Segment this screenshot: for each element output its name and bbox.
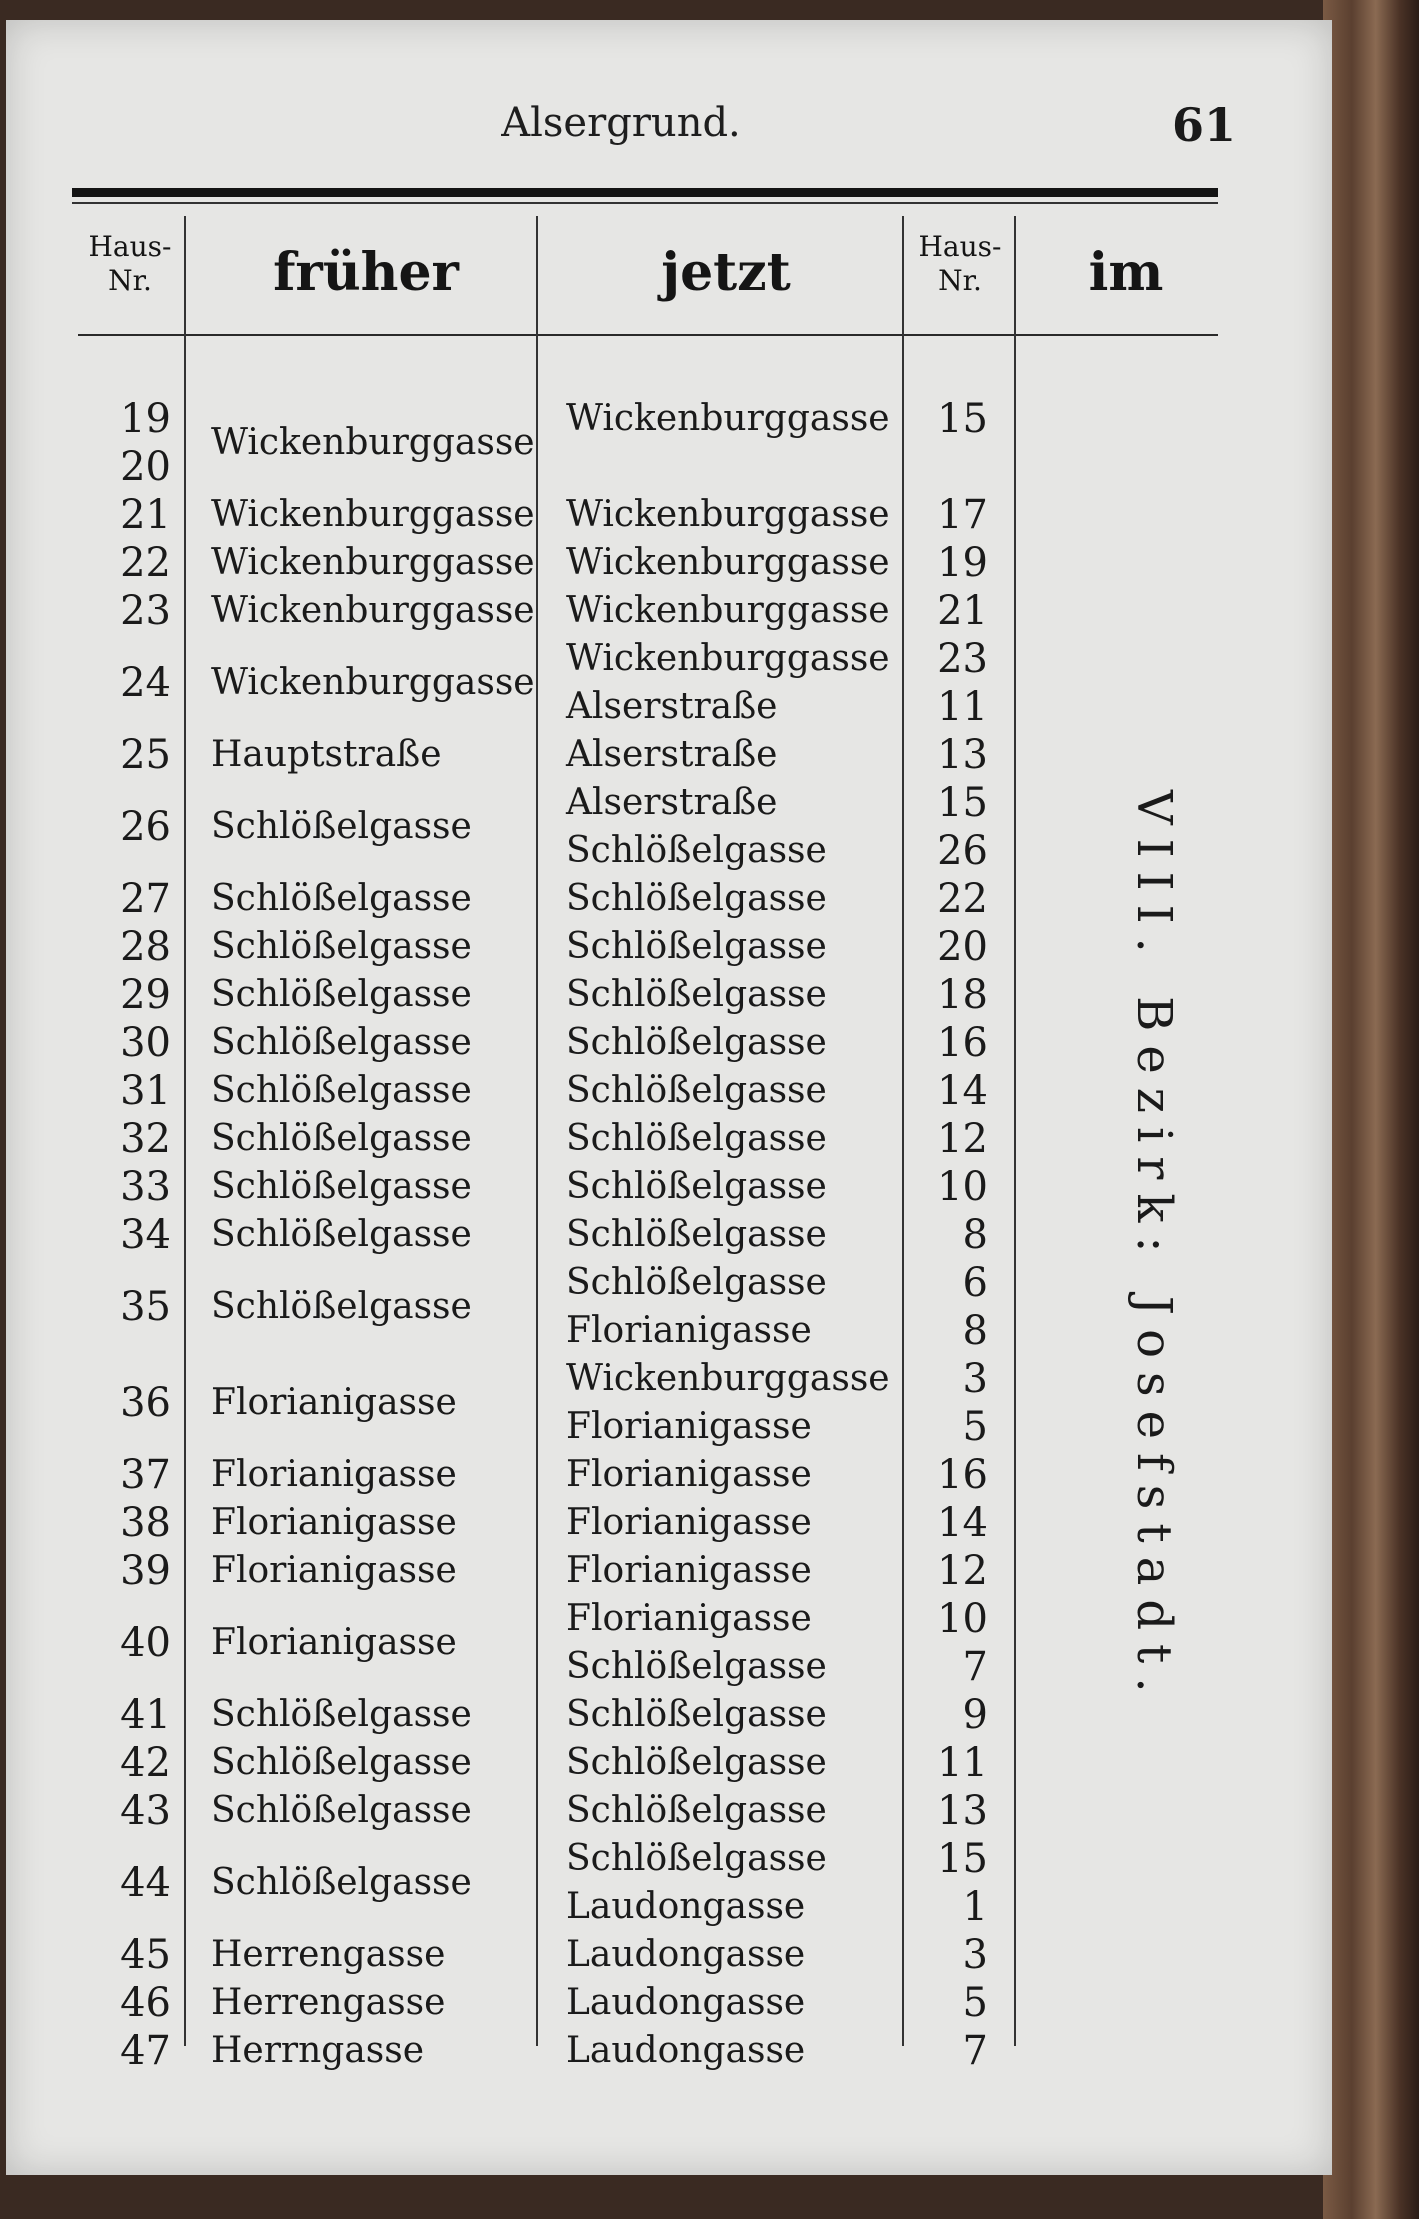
table-row: [6, 1115, 1236, 1163]
old-house-number: 27: [120, 876, 171, 922]
old-house-number: 33: [120, 1164, 171, 1210]
table-row: [6, 923, 1236, 971]
old-house-number: 36: [120, 1380, 171, 1426]
new-house-number: 16: [937, 1452, 988, 1498]
old-house-number: 35: [120, 1284, 171, 1330]
new-street: Schlößelgasse: [566, 926, 827, 967]
new-street: Schlößelgasse: [566, 974, 827, 1015]
table-row: [6, 1979, 1236, 2027]
new-house-number: 22: [937, 876, 988, 922]
old-street: Schlößelgasse: [211, 878, 472, 919]
old-house-number: 25: [120, 732, 171, 778]
old-house-number: 28: [120, 924, 171, 970]
table-row: [6, 779, 1236, 875]
old-street: Herrengasse: [211, 1934, 446, 1975]
col-header-im: im: [1088, 242, 1164, 303]
old-house-number: 23: [120, 588, 171, 634]
col-header-haus-nr-old: Haus- Nr.: [88, 230, 172, 297]
old-house-number: 37: [120, 1452, 171, 1498]
table-row: [6, 587, 1236, 635]
old-street: Florianigasse: [211, 1502, 457, 1543]
table-row: [6, 539, 1236, 587]
old-street: Schlößelgasse: [211, 1118, 472, 1159]
new-street: Schlößelgasse: [566, 1022, 827, 1063]
col-header-frueher: früher: [273, 242, 459, 303]
new-house-number: 13: [937, 732, 988, 778]
new-house-number: 15 1: [937, 1836, 988, 1930]
new-street: Schlößelgasse Laudongasse: [566, 1838, 827, 1927]
new-house-number: 10 7: [937, 1596, 988, 1690]
old-house-number: 39: [120, 1548, 171, 1594]
new-street: Wickenburggasse Alserstraße: [566, 638, 890, 727]
table-row: [6, 1547, 1236, 1595]
new-house-number: 23 11: [937, 636, 988, 730]
header-rule-thin: [72, 202, 1218, 204]
table-row: [6, 731, 1236, 779]
table-row: [6, 1931, 1236, 1979]
old-street: Florianigasse: [211, 1454, 457, 1495]
old-house-number: 24: [120, 660, 171, 706]
new-house-number: 21: [937, 588, 988, 634]
new-house-number: 13: [937, 1788, 988, 1834]
old-street: Wickenburggasse: [211, 542, 535, 583]
header-bottom-rule: [78, 334, 1218, 336]
table-row: [6, 1163, 1236, 1211]
old-street: Florianigasse: [211, 1550, 457, 1591]
old-house-number: 38: [120, 1500, 171, 1546]
old-street: Florianigasse: [211, 1622, 457, 1663]
old-street: Schlößelgasse: [211, 1286, 472, 1327]
old-house-number: 47: [120, 2028, 171, 2074]
old-house-number: 44: [120, 1860, 171, 1906]
new-street: Schlößelgasse: [566, 1070, 827, 1111]
new-street: Florianigasse Schlößelgasse: [566, 1598, 827, 1687]
new-house-number: 20: [937, 924, 988, 970]
table-row: [6, 875, 1236, 923]
table-row: [6, 635, 1236, 731]
old-house-number: 22: [120, 540, 171, 586]
table-row: [6, 1691, 1236, 1739]
old-street: Schlößelgasse: [211, 1862, 472, 1903]
new-street: Florianigasse: [566, 1502, 812, 1543]
old-house-number: 40: [120, 1620, 171, 1666]
old-street: Hauptstraße: [211, 734, 442, 775]
new-street: Wickenburggasse: [566, 494, 890, 535]
old-house-number: 21: [120, 492, 171, 538]
old-street: Wickenburggasse: [211, 422, 535, 463]
new-house-number: 15: [937, 396, 988, 442]
new-house-number: 11: [937, 1740, 988, 1786]
new-house-number: 3: [962, 1932, 988, 1978]
table-row: [6, 971, 1236, 1019]
new-street: Schlößelgasse: [566, 1790, 827, 1831]
old-street: Wickenburggasse: [211, 662, 535, 703]
new-street: Florianigasse: [566, 1454, 812, 1495]
new-house-number: 5: [962, 1980, 988, 2026]
old-street: Schlößelgasse: [211, 1166, 472, 1207]
new-house-number: 16: [937, 1020, 988, 1066]
new-house-number: 9: [962, 1692, 988, 1738]
table-row: [6, 1067, 1236, 1115]
table-row: [6, 1211, 1236, 1259]
new-street: Laudongasse: [566, 1982, 806, 2023]
col-header-haus-nr-new: Haus- Nr.: [918, 230, 1002, 297]
table-row: [6, 1835, 1236, 1931]
new-street: Wickenburggasse Florianigasse: [566, 1358, 890, 1447]
old-street: Florianigasse: [211, 1382, 457, 1423]
new-street: Laudongasse: [566, 2030, 806, 2071]
old-house-number: 42: [120, 1740, 171, 1786]
table-row: [6, 395, 1236, 491]
new-street: Schlößelgasse: [566, 878, 827, 919]
old-house-number: 46: [120, 1980, 171, 2026]
old-house-number: 41: [120, 1692, 171, 1738]
old-house-number: 43: [120, 1788, 171, 1834]
table-row: [6, 1451, 1236, 1499]
new-street: Alserstraße Schlößelgasse: [566, 782, 827, 871]
new-house-number: 15 26: [937, 780, 988, 874]
old-house-number: 29: [120, 972, 171, 1018]
new-house-number: 8: [962, 1212, 988, 1258]
book-edge: [1323, 0, 1419, 2219]
new-house-number: 12: [937, 1548, 988, 1594]
new-street: Laudongasse: [566, 1934, 806, 1975]
old-street: Herrengasse: [211, 1982, 446, 2023]
new-house-number: 6 8: [962, 1260, 988, 1354]
old-street: Wickenburggasse: [211, 494, 535, 535]
new-house-number: 12: [937, 1116, 988, 1162]
book-page: [6, 20, 1332, 2175]
col-header-jetzt: jetzt: [661, 242, 791, 303]
new-house-number: 3 5: [962, 1356, 988, 1450]
old-street: Schlößelgasse: [211, 926, 472, 967]
old-street: Schlößelgasse: [211, 1790, 472, 1831]
table-row: [6, 1259, 1236, 1355]
old-house-number: 30: [120, 1020, 171, 1066]
old-street: Wickenburggasse: [211, 590, 535, 631]
table-row: [6, 2027, 1236, 2075]
new-house-number: 14: [937, 1500, 988, 1546]
old-house-number: 31: [120, 1068, 171, 1114]
new-street: Wickenburggasse: [566, 542, 890, 583]
new-street: Alserstraße: [566, 734, 778, 775]
new-house-number: 14: [937, 1068, 988, 1114]
page-number: 61: [1171, 98, 1236, 152]
page-title: Alsergrund.: [501, 100, 741, 146]
new-house-number: 18: [937, 972, 988, 1018]
new-street: Schlößelgasse: [566, 1694, 827, 1735]
new-house-number: 17: [937, 492, 988, 538]
old-house-number: 19 20: [120, 396, 171, 490]
old-street: Schlößelgasse: [211, 806, 472, 847]
new-street: Schlößelgasse: [566, 1742, 827, 1783]
new-house-number: 19: [937, 540, 988, 586]
old-house-number: 26: [120, 804, 171, 850]
old-street: Schlößelgasse: [211, 974, 472, 1015]
old-street: Schlößelgasse: [211, 1694, 472, 1735]
new-street: Schlößelgasse: [566, 1118, 827, 1159]
header-rule-thick: [72, 188, 1218, 197]
table-row: [6, 1019, 1236, 1067]
new-house-number: 7: [962, 2028, 988, 2074]
new-street: Florianigasse: [566, 1550, 812, 1591]
table-row: [6, 1499, 1236, 1547]
table-row: [6, 1739, 1236, 1787]
table-row: [6, 1355, 1236, 1451]
old-street: Schlößelgasse: [211, 1070, 472, 1111]
old-house-number: 32: [120, 1116, 171, 1162]
old-house-number: 34: [120, 1212, 171, 1258]
new-house-number: 10: [937, 1164, 988, 1210]
new-street: Schlößelgasse: [566, 1214, 827, 1255]
table-row: [6, 491, 1236, 539]
old-house-number: 45: [120, 1932, 171, 1978]
old-street: Schlößelgasse: [211, 1742, 472, 1783]
new-street: Schlößelgasse Florianigasse: [566, 1262, 827, 1351]
old-street: Herrngasse: [211, 2030, 425, 2071]
new-street: Schlößelgasse: [566, 1166, 827, 1207]
table-row: [6, 1787, 1236, 1835]
new-street: Wickenburggasse: [566, 398, 890, 439]
old-street: Schlößelgasse: [211, 1214, 472, 1255]
table-row: [6, 1595, 1236, 1691]
district-sidebar: VIII. Bezirk: Josefstadt.: [1126, 790, 1182, 1707]
new-street: Wickenburggasse: [566, 590, 890, 631]
old-street: Schlößelgasse: [211, 1022, 472, 1063]
